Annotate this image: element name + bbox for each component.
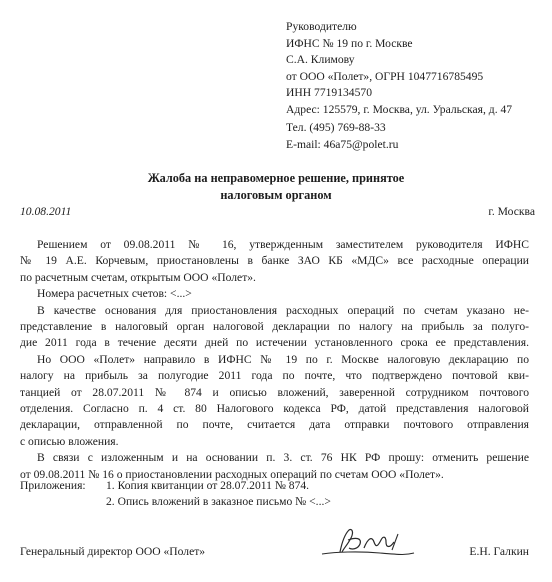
attachment-item: 2. Опись вложений в заказное письмо № <...> (106, 495, 331, 509)
addressee-line: Руководителю (286, 20, 357, 33)
account-numbers-line: Номера расчетных счетов: <...> (37, 287, 192, 301)
document-date: 10.08.2011 (20, 205, 72, 218)
title-line-1: Жалоба на неправомерное решение, принятое (147, 171, 405, 185)
attachments-block (20, 478, 331, 511)
body-line: Но ООО «Полет» направило в ИФНС № 19 по г. Москве налоговую декларацию по (37, 352, 529, 366)
document-city: г. Москва (488, 205, 535, 218)
body-line: декларации, отправленной по почте, считается дата отправки почтового отправления (20, 418, 529, 432)
body-line: танцией от 28.07.2011 № 874 и описью вложений, заверенной сотрудником почтового (20, 385, 529, 399)
body-line: В качестве основания для приостановления расходных операций по счетам указано не- (37, 303, 529, 317)
addressee-block (286, 19, 512, 119)
attachment-row (20, 494, 331, 510)
body-line: по расчетным счетам, открытым ООО «Полет». (20, 270, 256, 284)
body-line: представление в налоговый орган налоговой декларации по налогу на прибыль за полуго- (20, 320, 529, 334)
body-line: № 19 А.Е. Корчевым, приостановлены в банке ЗАО КБ «МДС» все расходные операции (20, 254, 529, 268)
body-line: В связи с изложенным и на основании п. 3. ст. 76 НК РФ прошу: отменить решение (37, 451, 529, 465)
email-line: E-mail: 46a75@polet.ru (286, 137, 399, 151)
attachment-row (20, 478, 331, 494)
title-line-2: налоговым органом (220, 187, 332, 202)
attachment-item: 1. Копия квитанции от 28.07.2011 № 874. (106, 479, 310, 492)
contacts-block (286, 120, 398, 153)
signatory-role: Генеральный директор ООО «Полет» (20, 545, 206, 558)
handwritten-signature (318, 524, 418, 564)
body-line: от 09.08.2011 № 16 о приостановлении расходных операций по счетам ООО «Полет». (20, 467, 444, 481)
body-line: отделения. Согласно п. 4 ст. 80 Налогового кодекса РФ, датой представления налоговой (20, 402, 529, 416)
addressee-line: Адрес: 125579, г. Москва, ул. Уральская, д. 47 (286, 102, 513, 116)
document-title (0, 170, 552, 203)
document-body (20, 237, 529, 483)
addressee-line: ИНН 7719134570 (286, 86, 372, 100)
addressee-line: С.А. Климову (286, 53, 355, 67)
body-line: Решением от 09.08.2011 № 16, утвержденным заместителем руководителя ИФНС (37, 238, 529, 251)
body-line: налогу на прибыль за полугодие 2011 года по почте, что подтверждено почтовой кви- (20, 369, 529, 383)
signatory-name: Е.Н. Галкин (469, 545, 529, 558)
addressee-line: от ООО «Полет», ОГРН 1047716785495 (286, 69, 484, 83)
attachments-label: Приложения: (20, 479, 86, 492)
body-line: дие 2011 года в течение десяти дней по истечении установленного срока ее представления. (20, 336, 529, 350)
body-line: с описью вложения. (20, 434, 119, 448)
addressee-line: ИФНС № 19 по г. Москве (286, 36, 413, 50)
phone-line: Тел. (495) 769-88-33 (286, 121, 386, 134)
